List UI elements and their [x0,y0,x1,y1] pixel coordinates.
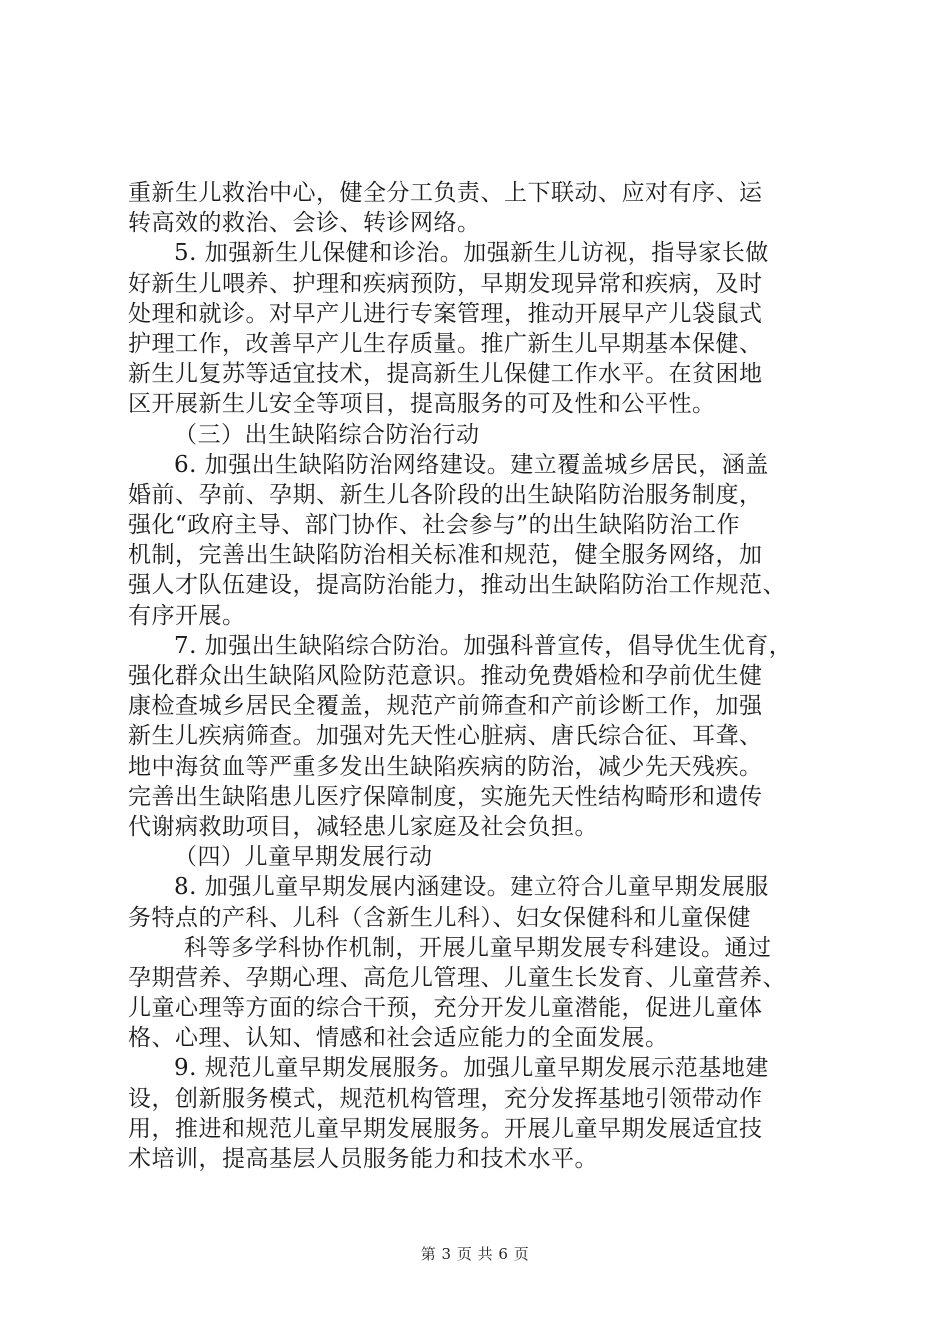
text-line: 格、心理、认知、情感和社会适应能力的全面发展。 [128,1025,669,1052]
text-line: 有序开展。 [128,602,246,629]
text-line: 强化群众出生缺陷风险防范意识。推动免费婚检和孕前优生健 [128,663,763,689]
text-line: 新生儿疾病筛查。加强对先天性心脏病、唐氏综合征、耳聋、 [128,723,763,750]
text-line: 完善出生缺陷患儿医疗保障制度，实施先天性结构畸形和遗传 [128,783,763,810]
text-line: 设，创新服务模式，规范机构管理，充分发挥基地引领带动作 [128,1085,763,1112]
text-line: 好新生儿喂养、护理和疾病预防，早期发现异常和疾病，及时 [128,270,763,297]
text-line: 务特点的产科、儿科（含新生儿科）、妇女保健科和儿童保健 [128,904,751,931]
text-line: 8. 加强儿童早期发展内涵建设。建立符合儿童早期发展服 [174,874,769,901]
text-line: 7. 加强出生缺陷综合防治。加强科普宣传，倡导优生优育， [174,632,793,659]
text-line: 重新生儿救治中心，健全分工负责、上下联动、应对有序、运 [128,180,763,206]
text-line: 转高效的救治、会诊、转诊网络。 [128,210,481,237]
text-line: 科等多学科协作机制，开展儿童早期发展专科建设。通过 [184,934,772,961]
text-line: 孕期营养、孕期心理、高危儿管理、儿童生长发育、儿童营养、 [128,964,786,991]
text-line: 地中海贫血等严重多发出生缺陷疾病的防治，减少先天残疾。 [128,753,763,780]
text-line: 代谢病救助项目，减轻患儿家庭及社会负担。 [128,813,598,840]
text-line: 婚前、孕前、孕期、新生儿各阶段的出生缺陷防治服务制度， [128,481,763,508]
text-line: 强人才队伍建设，提高防治能力，推动出生缺陷防治工作规范、 [128,572,786,599]
text-line: 用，推进和规范儿童早期发展服务。开展儿童早期发展适宜技 [128,1115,763,1142]
text-line: 处理和就诊。对早产儿进行专案管理，推动开展早产儿袋鼠式 [128,300,763,327]
text-line: 新生儿复苏等适宜技术，提高新生儿保健工作水平。在贫困地 [128,361,763,388]
section-heading: （四）儿童早期发展行动 [174,844,433,871]
text-line: 护理工作，改善早产儿生存质量。推广新生儿早期基本保健、 [128,330,763,357]
text-line: 9. 规范儿童早期发展服务。加强儿童早期发展示范基地建 [174,1055,769,1082]
body-text [128,178,858,1174]
page-footer: 第 3 页 共 6 页 [420,1245,530,1263]
section-heading: （三）出生缺陷综合防治行动 [174,421,480,448]
text-line: 术培训，提高基层人员服务能力和技术水平。 [128,1146,598,1172]
text-line: 康检查城乡居民全覆盖，规范产前筛查和产前诊断工作，加强 [128,693,763,720]
text-line: 强化“政府主导、部门协作、社会参与”的出生缺陷防治工作 [128,512,741,539]
text-line: 5. 加强新生儿保健和诊治。加强新生儿访视，指导家长做 [174,240,769,267]
text-line: 儿童心理等方面的综合干预，充分开发儿童潜能，促进儿童体 [128,995,763,1022]
text-line: 区开展新生儿安全等项目，提高服务的可及性和公平性。 [128,391,716,418]
text-line: 机制，完善出生缺陷防治相关标准和规范，健全服务网络，加 [128,542,763,569]
text-line: 6. 加强出生缺陷防治网络建设。建立覆盖城乡居民，涵盖 [174,451,769,478]
